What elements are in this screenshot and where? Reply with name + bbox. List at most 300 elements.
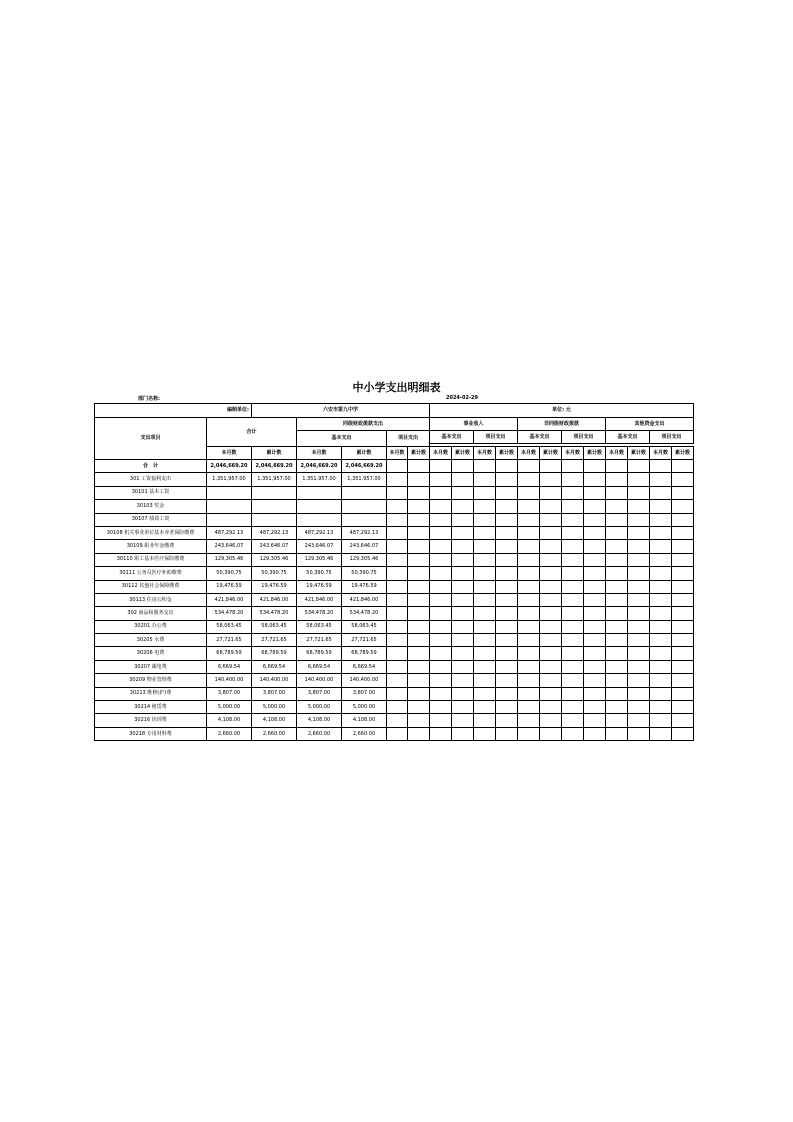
empty-cell (496, 567, 518, 580)
table-row (95, 647, 694, 660)
value-cell: 421,846.00 (342, 593, 387, 606)
value-cell (252, 513, 297, 526)
header-same-level: 同级财政拨款支出 (297, 418, 430, 431)
empty-cell (584, 526, 606, 539)
value-cell: 19,476.59 (252, 580, 297, 593)
empty-cell (474, 634, 496, 647)
value-cell: 27,721.65 (207, 634, 252, 647)
compiler-name: 六安市第九中学 (252, 404, 430, 418)
value-cell: 6,669.54 (252, 660, 297, 673)
empty-cell (540, 593, 562, 606)
empty-cell (540, 660, 562, 673)
empty-cell (408, 607, 430, 620)
empty-cell (387, 567, 408, 580)
empty-cell (628, 647, 650, 660)
empty-cell (452, 660, 474, 673)
row-label: 30113 住房公积金 (95, 593, 207, 606)
table-row (95, 674, 694, 687)
empty-cell (606, 620, 628, 633)
header-month: 本月数 (474, 447, 496, 460)
value-cell (207, 513, 252, 526)
row-label: 30112 其他社会保障缴费 (95, 580, 207, 593)
value-cell: 68,789.59 (342, 647, 387, 660)
header-month: 本月数 (207, 447, 252, 460)
row-label: 30107 绩效工资 (95, 513, 207, 526)
empty-cell (408, 727, 430, 740)
value-cell: 3,807.00 (252, 687, 297, 700)
empty-cell (408, 701, 430, 714)
empty-cell (452, 486, 474, 499)
empty-cell (584, 540, 606, 553)
empty-cell (408, 553, 430, 566)
value-cell: 421,846.00 (297, 593, 342, 606)
table-row (95, 593, 694, 606)
value-cell: 534,478.20 (342, 607, 387, 620)
header-month: 本月数 (650, 447, 672, 460)
empty-cell (562, 526, 584, 539)
empty-cell (628, 593, 650, 606)
value-cell: 129,305.46 (207, 553, 252, 566)
empty-cell (584, 567, 606, 580)
value-cell: 50,390.75 (207, 567, 252, 580)
empty-cell (628, 687, 650, 700)
header-cumulative: 累计数 (540, 447, 562, 460)
row-label: 合 计 (95, 460, 207, 473)
empty-cell (628, 460, 650, 473)
empty-cell (672, 607, 694, 620)
empty-cell (474, 526, 496, 539)
table-row (95, 460, 694, 473)
value-cell: 2,046,669.20 (342, 460, 387, 473)
empty-cell (430, 727, 452, 740)
value-cell: 5,000.00 (342, 701, 387, 714)
empty-cell (650, 660, 672, 673)
value-cell: 487,292.13 (252, 526, 297, 539)
empty-cell (672, 567, 694, 580)
empty-cell (650, 727, 672, 740)
value-cell: 2,046,669.20 (297, 460, 342, 473)
header-non-same-basic: 基本支出 (518, 431, 562, 444)
empty-cell (518, 660, 540, 673)
empty-cell (540, 607, 562, 620)
empty-cell (650, 634, 672, 647)
value-cell (207, 500, 252, 513)
empty-cell (672, 553, 694, 566)
empty-cell (496, 701, 518, 714)
empty-cell (628, 620, 650, 633)
empty-cell (496, 727, 518, 740)
empty-cell (452, 607, 474, 620)
empty-cell (408, 660, 430, 673)
value-cell: 58,063.45 (252, 620, 297, 633)
empty-cell (628, 607, 650, 620)
empty-cell (628, 513, 650, 526)
page-title: 中小学支出明细表 (352, 381, 441, 394)
header-career-project: 项目支出 (474, 431, 518, 444)
empty-cell (452, 674, 474, 687)
empty-cell (474, 473, 496, 486)
empty-cell (628, 540, 650, 553)
empty-cell (540, 620, 562, 633)
row-label: 30214 租赁费 (95, 701, 207, 714)
value-cell (297, 500, 342, 513)
empty-cell (584, 460, 606, 473)
empty-cell (474, 727, 496, 740)
value-cell: 5,000.00 (297, 701, 342, 714)
empty-cell (562, 513, 584, 526)
empty-cell (540, 500, 562, 513)
empty-cell (496, 540, 518, 553)
empty-cell (408, 500, 430, 513)
empty-cell (430, 580, 452, 593)
value-cell: 487,292.13 (342, 526, 387, 539)
header-cumulative: 累计数 (452, 447, 474, 460)
empty-cell (474, 500, 496, 513)
value-cell: 19,476.59 (297, 580, 342, 593)
value-cell: 58,063.45 (342, 620, 387, 633)
empty-cell (650, 473, 672, 486)
empty-cell (452, 580, 474, 593)
empty-cell (496, 473, 518, 486)
row-label: 30111 公务员医疗补助缴费 (95, 567, 207, 580)
value-cell (342, 500, 387, 513)
empty-cell (474, 674, 496, 687)
row-label: 30218 专用材料费 (95, 727, 207, 740)
header-month: 本月数 (430, 447, 452, 460)
empty-cell (408, 580, 430, 593)
empty-cell (387, 620, 408, 633)
empty-cell (672, 714, 694, 727)
row-label: 30206 电费 (95, 647, 207, 660)
value-cell: 421,846.00 (207, 593, 252, 606)
table-row (95, 687, 694, 700)
header-other-basic: 基本支出 (606, 431, 650, 444)
empty-cell (452, 473, 474, 486)
empty-cell (408, 687, 430, 700)
empty-cell (518, 634, 540, 647)
empty-cell (430, 660, 452, 673)
empty-cell (430, 526, 452, 539)
empty-cell (672, 486, 694, 499)
empty-cell (452, 714, 474, 727)
row-label: 30209 物业管理费 (95, 674, 207, 687)
value-cell (342, 513, 387, 526)
empty-cell (672, 620, 694, 633)
empty-cell (430, 486, 452, 499)
value-cell: 487,292.13 (207, 526, 252, 539)
empty-cell (606, 473, 628, 486)
empty-cell (672, 500, 694, 513)
empty-cell (387, 553, 408, 566)
empty-cell (430, 687, 452, 700)
empty-cell (672, 647, 694, 660)
empty-cell (430, 460, 452, 473)
empty-cell (584, 500, 606, 513)
empty-cell (584, 486, 606, 499)
header-other: 其他资金支出 (606, 418, 694, 431)
empty-cell (387, 460, 408, 473)
empty-cell (496, 634, 518, 647)
empty-cell (408, 647, 430, 660)
value-cell: 27,721.65 (252, 634, 297, 647)
empty-cell (562, 500, 584, 513)
empty-cell (518, 687, 540, 700)
row-label: 30216 培训费 (95, 714, 207, 727)
empty-cell (562, 473, 584, 486)
empty-cell (650, 714, 672, 727)
row-label: 301 工资福利支出 (95, 473, 207, 486)
header-cumulative: 累计数 (628, 447, 650, 460)
value-cell: 1,351,957.00 (297, 473, 342, 486)
empty-cell (650, 526, 672, 539)
empty-cell (650, 674, 672, 687)
empty-cell (650, 460, 672, 473)
header-basic: 基本支出 (297, 431, 387, 447)
row-label: 30108 机关事业单位基本养老保险缴费 (95, 526, 207, 539)
empty-cell (606, 607, 628, 620)
empty-cell (474, 714, 496, 727)
header-cumulative: 累计数 (496, 447, 518, 460)
empty-cell (628, 634, 650, 647)
empty-cell (430, 567, 452, 580)
empty-cell (518, 567, 540, 580)
empty-cell (540, 540, 562, 553)
row-label: 30205 水费 (95, 634, 207, 647)
empty-cell (540, 567, 562, 580)
row-label: 30213 维修(护)费 (95, 687, 207, 700)
empty-cell (606, 526, 628, 539)
empty-cell (606, 553, 628, 566)
empty-cell (518, 727, 540, 740)
table-row (95, 526, 694, 539)
empty-cell (518, 674, 540, 687)
table-row (95, 714, 694, 727)
empty-cell (496, 593, 518, 606)
empty-cell (408, 526, 430, 539)
empty-cell (540, 513, 562, 526)
empty-cell (496, 714, 518, 727)
empty-cell (474, 513, 496, 526)
empty-cell (628, 486, 650, 499)
empty-cell (474, 460, 496, 473)
empty-cell (606, 500, 628, 513)
empty-cell (387, 647, 408, 660)
empty-cell (562, 714, 584, 727)
empty-cell (408, 674, 430, 687)
empty-cell (584, 553, 606, 566)
empty-cell (474, 540, 496, 553)
table-row (95, 486, 694, 499)
header-non-same-project: 项目支出 (562, 431, 606, 444)
empty-cell (628, 674, 650, 687)
table-row (95, 634, 694, 647)
value-cell: 5,000.00 (207, 701, 252, 714)
empty-cell (387, 727, 408, 740)
empty-cell (452, 687, 474, 700)
header-month: 本月数 (518, 447, 540, 460)
empty-cell (518, 526, 540, 539)
empty-cell (387, 634, 408, 647)
table-row (95, 580, 694, 593)
value-cell: 27,721.65 (342, 634, 387, 647)
empty-cell (606, 593, 628, 606)
value-cell: 140,400.00 (207, 674, 252, 687)
empty-cell (496, 513, 518, 526)
empty-cell (650, 486, 672, 499)
value-cell: 2,660.00 (297, 727, 342, 740)
empty-cell (474, 580, 496, 593)
value-cell: 19,476.59 (342, 580, 387, 593)
header-month: 本月数 (606, 447, 628, 460)
empty-cell (496, 580, 518, 593)
empty-cell (540, 473, 562, 486)
value-cell: 4,108.00 (342, 714, 387, 727)
value-cell: 1,351,957.00 (342, 473, 387, 486)
header-month: 本月数 (562, 447, 584, 460)
empty-cell (518, 714, 540, 727)
empty-cell (496, 660, 518, 673)
empty-cell (606, 513, 628, 526)
empty-cell (387, 701, 408, 714)
empty-cell (430, 553, 452, 566)
value-cell: 129,305.46 (252, 553, 297, 566)
empty-cell (430, 634, 452, 647)
empty-cell (430, 500, 452, 513)
empty-cell (540, 714, 562, 727)
empty-cell (672, 513, 694, 526)
empty-cell (452, 634, 474, 647)
empty-cell (518, 473, 540, 486)
empty-cell (672, 687, 694, 700)
empty-cell (650, 701, 672, 714)
value-cell: 6,669.54 (297, 660, 342, 673)
empty-cell (408, 486, 430, 499)
value-cell (207, 486, 252, 499)
table-row (95, 513, 694, 526)
empty-cell (650, 513, 672, 526)
value-cell: 2,660.00 (252, 727, 297, 740)
value-cell (297, 486, 342, 499)
header-cumulative: 累计数 (342, 447, 387, 460)
empty-cell (628, 727, 650, 740)
empty-cell (584, 701, 606, 714)
empty-cell (606, 660, 628, 673)
empty-cell (606, 460, 628, 473)
empty-cell (408, 634, 430, 647)
empty-cell (562, 727, 584, 740)
empty-cell (562, 607, 584, 620)
empty-cell (672, 473, 694, 486)
empty-cell (496, 647, 518, 660)
empty-cell (584, 687, 606, 700)
empty-cell (628, 701, 650, 714)
empty-cell (562, 567, 584, 580)
empty-cell (452, 500, 474, 513)
empty-cell (474, 620, 496, 633)
empty-cell (387, 674, 408, 687)
empty-cell (474, 647, 496, 660)
header-total: 合计 (207, 418, 297, 447)
empty-cell (584, 714, 606, 727)
value-cell: 3,807.00 (207, 687, 252, 700)
empty-cell (496, 607, 518, 620)
empty-cell (584, 634, 606, 647)
value-cell: 27,721.65 (297, 634, 342, 647)
value-cell: 2,046,669.20 (252, 460, 297, 473)
empty-cell (628, 553, 650, 566)
empty-cell (518, 540, 540, 553)
empty-cell (672, 540, 694, 553)
empty-cell (650, 567, 672, 580)
empty-cell (540, 486, 562, 499)
empty-cell (628, 473, 650, 486)
empty-cell (408, 473, 430, 486)
empty-cell (606, 540, 628, 553)
empty-cell (408, 513, 430, 526)
row-label: 30201 办公费 (95, 620, 207, 633)
value-cell: 50,390.75 (252, 567, 297, 580)
empty-cell (387, 513, 408, 526)
empty-cell (496, 687, 518, 700)
header-cumulative: 累计数 (408, 447, 430, 460)
empty-cell (408, 620, 430, 633)
row-label: 302 商品和服务支出 (95, 607, 207, 620)
value-cell: 50,390.75 (342, 567, 387, 580)
empty-cell (452, 540, 474, 553)
table-row (95, 500, 694, 513)
empty-cell (606, 727, 628, 740)
empty-cell (496, 674, 518, 687)
empty-cell (452, 701, 474, 714)
empty-cell (562, 553, 584, 566)
empty-cell (452, 620, 474, 633)
empty-cell (387, 526, 408, 539)
table-row (95, 660, 694, 673)
header-non-same: 非同级财政拨款 (518, 418, 606, 431)
empty-cell (387, 714, 408, 727)
empty-cell (452, 553, 474, 566)
empty-cell (650, 500, 672, 513)
empty-cell (562, 701, 584, 714)
empty-cell (562, 460, 584, 473)
empty-cell (496, 553, 518, 566)
header-cumulative: 累计数 (584, 447, 606, 460)
empty-cell (562, 540, 584, 553)
empty-cell (408, 540, 430, 553)
empty-cell (606, 714, 628, 727)
empty-cell (518, 500, 540, 513)
header-item: 支出项目 (95, 418, 207, 460)
row-label: 30101 基本工资 (95, 486, 207, 499)
empty-cell (584, 607, 606, 620)
empty-cell (387, 580, 408, 593)
empty-cell (408, 593, 430, 606)
value-cell: 2,660.00 (342, 727, 387, 740)
compiler-label: 编制单位: (95, 404, 252, 418)
empty-cell (628, 714, 650, 727)
table-row (95, 540, 694, 553)
empty-cell (518, 580, 540, 593)
report-date: 2024-02-29 (446, 395, 478, 401)
row-label: 30103 奖金 (95, 500, 207, 513)
header-cumulative: 累计数 (672, 447, 694, 460)
value-cell: 534,478.20 (207, 607, 252, 620)
empty-cell (562, 634, 584, 647)
empty-cell (430, 674, 452, 687)
empty-cell (650, 647, 672, 660)
value-cell: 5,000.00 (252, 701, 297, 714)
empty-cell (430, 714, 452, 727)
